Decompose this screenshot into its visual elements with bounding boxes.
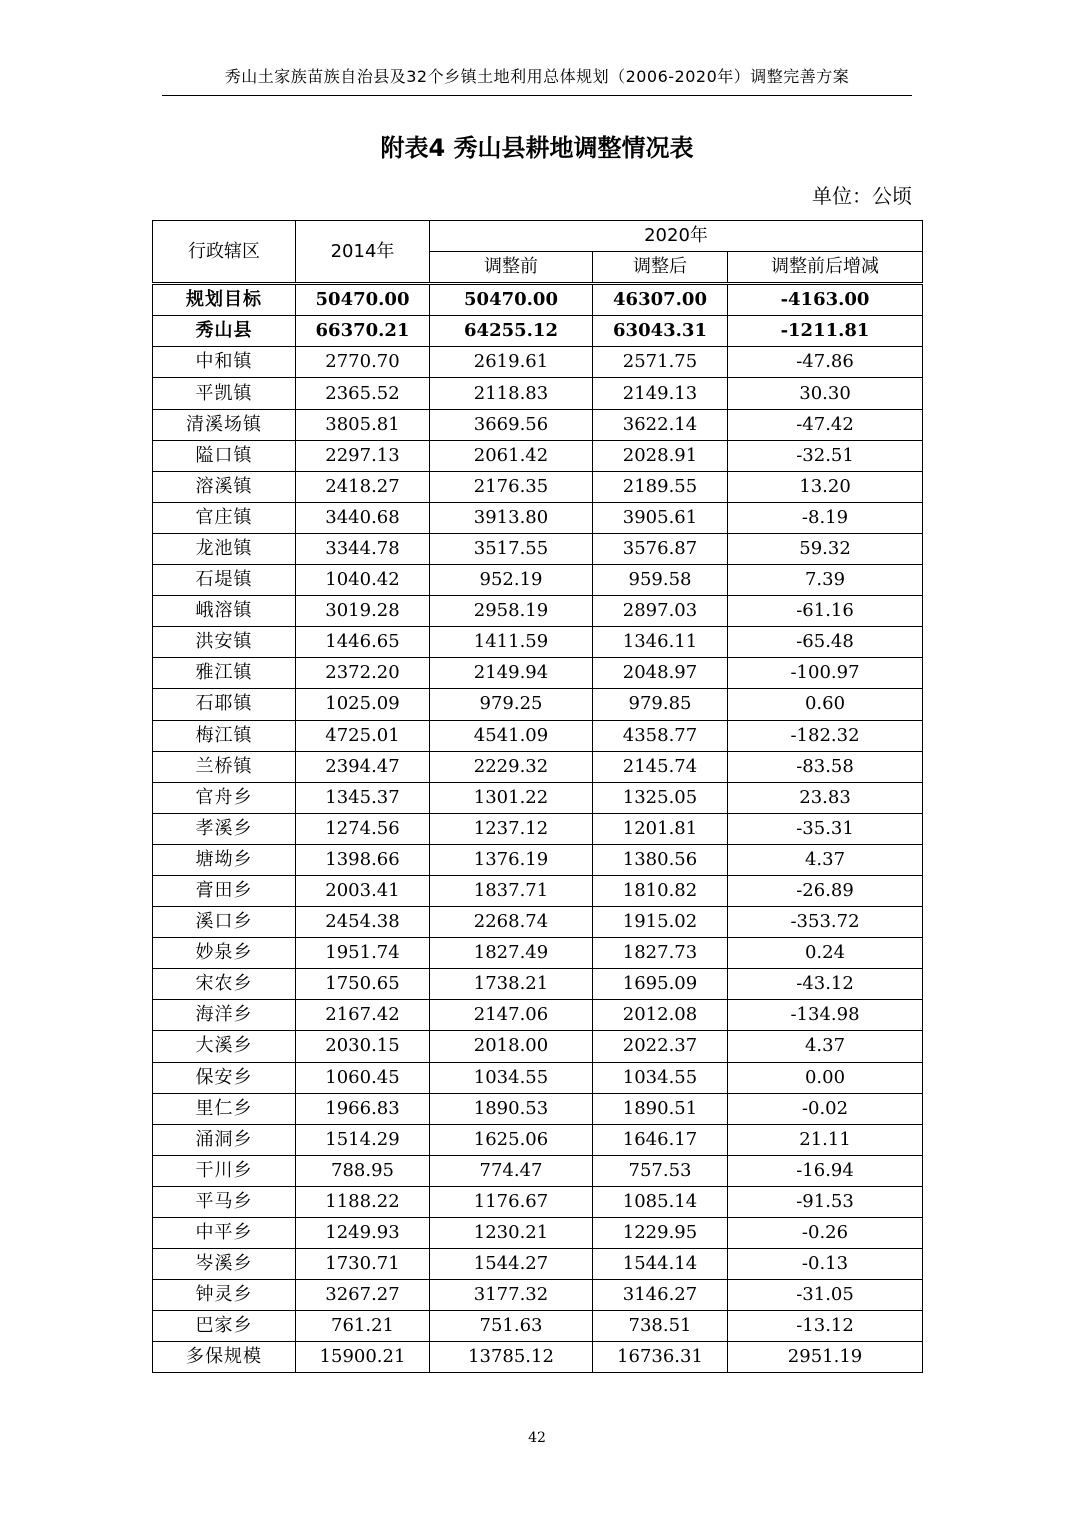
region-cell: 干川乡 bbox=[153, 1155, 296, 1186]
value-after-cell: 2897.03 bbox=[593, 596, 728, 627]
value-after-cell: 757.53 bbox=[593, 1155, 728, 1186]
value-diff-cell: 13.20 bbox=[728, 471, 923, 502]
value-diff-cell: 2951.19 bbox=[728, 1342, 923, 1373]
value-after-cell: 1915.02 bbox=[593, 907, 728, 938]
value-diff-cell: -13.12 bbox=[728, 1311, 923, 1342]
region-cell: 膏田乡 bbox=[153, 875, 296, 906]
region-cell: 妙泉乡 bbox=[153, 938, 296, 969]
value-before-cell: 2619.61 bbox=[430, 347, 593, 378]
value-diff-cell: 23.83 bbox=[728, 782, 923, 813]
table-row bbox=[153, 502, 923, 533]
value-2014-cell: 1274.56 bbox=[296, 813, 430, 844]
value-after-cell: 1890.51 bbox=[593, 1093, 728, 1124]
value-2014-cell: 1025.09 bbox=[296, 689, 430, 720]
value-before-cell: 774.47 bbox=[430, 1155, 593, 1186]
table-row bbox=[153, 1311, 923, 1342]
value-diff-cell: -353.72 bbox=[728, 907, 923, 938]
value-after-cell: 3146.27 bbox=[593, 1280, 728, 1311]
table-row bbox=[153, 875, 923, 906]
table-row bbox=[153, 533, 923, 564]
value-2014-cell: 3440.68 bbox=[296, 502, 430, 533]
region-cell: 溪口乡 bbox=[153, 907, 296, 938]
value-after-cell: 2149.13 bbox=[593, 378, 728, 409]
table-row bbox=[153, 1062, 923, 1093]
value-after-cell: 63043.31 bbox=[593, 316, 728, 347]
region-cell: 巴家乡 bbox=[153, 1311, 296, 1342]
table-row bbox=[153, 658, 923, 689]
region-cell: 中平乡 bbox=[153, 1218, 296, 1249]
value-diff-cell: -31.05 bbox=[728, 1280, 923, 1311]
region-cell: 塘坳乡 bbox=[153, 844, 296, 875]
value-diff-cell: 7.39 bbox=[728, 565, 923, 596]
value-after-cell: 2048.97 bbox=[593, 658, 728, 689]
table-row bbox=[153, 751, 923, 782]
value-2014-cell: 3267.27 bbox=[296, 1280, 430, 1311]
value-before-cell: 2229.32 bbox=[430, 751, 593, 782]
value-before-cell: 2018.00 bbox=[430, 1031, 593, 1062]
header-diff: 调整前后增减 bbox=[728, 252, 923, 284]
value-diff-cell: -1211.81 bbox=[728, 316, 923, 347]
value-2014-cell: 2770.70 bbox=[296, 347, 430, 378]
region-cell: 溶溪镇 bbox=[153, 471, 296, 502]
value-2014-cell: 1040.42 bbox=[296, 565, 430, 596]
table-body bbox=[153, 284, 923, 1373]
value-2014-cell: 1060.45 bbox=[296, 1062, 430, 1093]
unit-label: 单位：公顷 bbox=[812, 184, 912, 208]
value-2014-cell: 1730.71 bbox=[296, 1249, 430, 1280]
region-cell: 雅江镇 bbox=[153, 658, 296, 689]
value-diff-cell: -0.02 bbox=[728, 1093, 923, 1124]
value-diff-cell: -32.51 bbox=[728, 440, 923, 471]
table-row bbox=[153, 907, 923, 938]
value-before-cell: 2149.94 bbox=[430, 658, 593, 689]
farmland-adjustment-table bbox=[152, 220, 923, 1373]
running-header: 秀山土家族苗族自治县及32个乡镇土地利用总体规划（2006-2020年）调整完善方案 bbox=[224, 67, 850, 86]
value-before-cell: 952.19 bbox=[430, 565, 593, 596]
region-cell: 峨溶镇 bbox=[153, 596, 296, 627]
header-2014: 2014年 bbox=[296, 221, 430, 284]
table-row bbox=[153, 782, 923, 813]
region-cell: 兰桥镇 bbox=[153, 751, 296, 782]
region-cell: 平凯镇 bbox=[153, 378, 296, 409]
region-cell: 官舟乡 bbox=[153, 782, 296, 813]
table-row bbox=[153, 378, 923, 409]
region-cell: 石耶镇 bbox=[153, 689, 296, 720]
region-cell: 里仁乡 bbox=[153, 1093, 296, 1124]
region-cell: 洪安镇 bbox=[153, 627, 296, 658]
table-row bbox=[153, 1155, 923, 1186]
value-before-cell: 751.63 bbox=[430, 1311, 593, 1342]
value-before-cell: 3177.32 bbox=[430, 1280, 593, 1311]
value-diff-cell: -47.86 bbox=[728, 347, 923, 378]
header-region: 行政辖区 bbox=[153, 221, 296, 284]
value-after-cell: 2012.08 bbox=[593, 1000, 728, 1031]
value-diff-cell: -16.94 bbox=[728, 1155, 923, 1186]
region-cell: 孝溪乡 bbox=[153, 813, 296, 844]
table-row bbox=[153, 938, 923, 969]
value-2014-cell: 1398.66 bbox=[296, 844, 430, 875]
table-row bbox=[153, 1218, 923, 1249]
region-cell: 保安乡 bbox=[153, 1062, 296, 1093]
value-2014-cell: 761.21 bbox=[296, 1311, 430, 1342]
table-row bbox=[153, 813, 923, 844]
value-diff-cell: 4.37 bbox=[728, 844, 923, 875]
value-2014-cell: 1249.93 bbox=[296, 1218, 430, 1249]
value-diff-cell: 21.11 bbox=[728, 1124, 923, 1155]
header-2020: 2020年 bbox=[430, 221, 923, 252]
value-after-cell: 46307.00 bbox=[593, 284, 728, 316]
region-cell: 秀山县 bbox=[153, 316, 296, 347]
table-row bbox=[153, 471, 923, 502]
value-before-cell: 2118.83 bbox=[430, 378, 593, 409]
value-before-cell: 2176.35 bbox=[430, 471, 593, 502]
value-after-cell: 1827.73 bbox=[593, 938, 728, 969]
value-after-cell: 1646.17 bbox=[593, 1124, 728, 1155]
region-cell: 海洋乡 bbox=[153, 1000, 296, 1031]
value-diff-cell: 59.32 bbox=[728, 533, 923, 564]
value-before-cell: 3913.80 bbox=[430, 502, 593, 533]
value-before-cell: 13785.12 bbox=[430, 1342, 593, 1373]
value-2014-cell: 1750.65 bbox=[296, 969, 430, 1000]
region-cell: 岑溪乡 bbox=[153, 1249, 296, 1280]
value-diff-cell: -4163.00 bbox=[728, 284, 923, 316]
region-cell: 隘口镇 bbox=[153, 440, 296, 471]
table-row bbox=[153, 596, 923, 627]
value-2014-cell: 66370.21 bbox=[296, 316, 430, 347]
value-before-cell: 2268.74 bbox=[430, 907, 593, 938]
value-before-cell: 1237.12 bbox=[430, 813, 593, 844]
header-after: 调整后 bbox=[593, 252, 728, 284]
value-before-cell: 50470.00 bbox=[430, 284, 593, 316]
value-diff-cell: -43.12 bbox=[728, 969, 923, 1000]
value-2014-cell: 3344.78 bbox=[296, 533, 430, 564]
value-2014-cell: 4725.01 bbox=[296, 720, 430, 751]
value-after-cell: 1229.95 bbox=[593, 1218, 728, 1249]
table-row bbox=[153, 1093, 923, 1124]
table-row bbox=[153, 1124, 923, 1155]
value-diff-cell: -61.16 bbox=[728, 596, 923, 627]
table-row bbox=[153, 1280, 923, 1311]
table-row bbox=[153, 440, 923, 471]
value-before-cell: 1411.59 bbox=[430, 627, 593, 658]
value-after-cell: 2189.55 bbox=[593, 471, 728, 502]
value-before-cell: 2958.19 bbox=[430, 596, 593, 627]
value-before-cell: 64255.12 bbox=[430, 316, 593, 347]
value-after-cell: 3576.87 bbox=[593, 533, 728, 564]
value-after-cell: 959.58 bbox=[593, 565, 728, 596]
value-diff-cell: -65.48 bbox=[728, 627, 923, 658]
value-diff-cell: 30.30 bbox=[728, 378, 923, 409]
header-before: 调整前 bbox=[430, 252, 593, 284]
value-diff-cell: -47.42 bbox=[728, 409, 923, 440]
value-after-cell: 1346.11 bbox=[593, 627, 728, 658]
table-row bbox=[153, 347, 923, 378]
value-after-cell: 1085.14 bbox=[593, 1186, 728, 1217]
region-cell: 规划目标 bbox=[153, 284, 296, 316]
value-diff-cell: -0.26 bbox=[728, 1218, 923, 1249]
document-title: 附表4 秀山县耕地调整情况表 bbox=[380, 134, 694, 162]
value-before-cell: 3669.56 bbox=[430, 409, 593, 440]
region-cell: 清溪场镇 bbox=[153, 409, 296, 440]
value-2014-cell: 1514.29 bbox=[296, 1124, 430, 1155]
region-cell: 中和镇 bbox=[153, 347, 296, 378]
value-after-cell: 738.51 bbox=[593, 1311, 728, 1342]
region-cell: 梅江镇 bbox=[153, 720, 296, 751]
value-diff-cell: 0.60 bbox=[728, 689, 923, 720]
value-before-cell: 1230.21 bbox=[430, 1218, 593, 1249]
value-2014-cell: 2003.41 bbox=[296, 875, 430, 906]
value-diff-cell: 4.37 bbox=[728, 1031, 923, 1062]
region-cell: 大溪乡 bbox=[153, 1031, 296, 1062]
value-before-cell: 4541.09 bbox=[430, 720, 593, 751]
value-after-cell: 3905.61 bbox=[593, 502, 728, 533]
region-cell: 官庄镇 bbox=[153, 502, 296, 533]
region-cell: 涌洞乡 bbox=[153, 1124, 296, 1155]
value-after-cell: 979.85 bbox=[593, 689, 728, 720]
table-row bbox=[153, 969, 923, 1000]
region-cell: 钟灵乡 bbox=[153, 1280, 296, 1311]
region-cell: 平马乡 bbox=[153, 1186, 296, 1217]
value-before-cell: 1625.06 bbox=[430, 1124, 593, 1155]
value-after-cell: 2571.75 bbox=[593, 347, 728, 378]
value-after-cell: 1034.55 bbox=[593, 1062, 728, 1093]
value-diff-cell: -8.19 bbox=[728, 502, 923, 533]
value-before-cell: 1544.27 bbox=[430, 1249, 593, 1280]
value-2014-cell: 1446.65 bbox=[296, 627, 430, 658]
table-row bbox=[153, 1031, 923, 1062]
value-2014-cell: 2297.13 bbox=[296, 440, 430, 471]
value-before-cell: 1301.22 bbox=[430, 782, 593, 813]
region-cell: 宋农乡 bbox=[153, 969, 296, 1000]
header-rule bbox=[162, 95, 912, 96]
value-after-cell: 1544.14 bbox=[593, 1249, 728, 1280]
value-diff-cell: -134.98 bbox=[728, 1000, 923, 1031]
table-row bbox=[153, 565, 923, 596]
value-after-cell: 1380.56 bbox=[593, 844, 728, 875]
region-cell: 石堤镇 bbox=[153, 565, 296, 596]
value-after-cell: 1810.82 bbox=[593, 875, 728, 906]
table-row bbox=[153, 1186, 923, 1217]
region-cell: 多保规模 bbox=[153, 1342, 296, 1373]
value-diff-cell: 0.24 bbox=[728, 938, 923, 969]
value-2014-cell: 2418.27 bbox=[296, 471, 430, 502]
value-diff-cell: -0.13 bbox=[728, 1249, 923, 1280]
value-before-cell: 1837.71 bbox=[430, 875, 593, 906]
value-diff-cell: 0.00 bbox=[728, 1062, 923, 1093]
value-2014-cell: 2372.20 bbox=[296, 658, 430, 689]
table-row bbox=[153, 284, 923, 316]
table-row bbox=[153, 1342, 923, 1373]
value-2014-cell: 2454.38 bbox=[296, 907, 430, 938]
value-before-cell: 1376.19 bbox=[430, 844, 593, 875]
value-after-cell: 1695.09 bbox=[593, 969, 728, 1000]
table-row bbox=[153, 689, 923, 720]
value-diff-cell: -26.89 bbox=[728, 875, 923, 906]
value-2014-cell: 50470.00 bbox=[296, 284, 430, 316]
value-after-cell: 16736.31 bbox=[593, 1342, 728, 1373]
table-row bbox=[153, 627, 923, 658]
value-2014-cell: 1966.83 bbox=[296, 1093, 430, 1124]
table-row bbox=[153, 844, 923, 875]
value-diff-cell: -182.32 bbox=[728, 720, 923, 751]
value-after-cell: 1201.81 bbox=[593, 813, 728, 844]
value-diff-cell: -83.58 bbox=[728, 751, 923, 782]
table-row bbox=[153, 1249, 923, 1280]
value-before-cell: 3517.55 bbox=[430, 533, 593, 564]
value-2014-cell: 2394.47 bbox=[296, 751, 430, 782]
value-after-cell: 3622.14 bbox=[593, 409, 728, 440]
value-before-cell: 1176.67 bbox=[430, 1186, 593, 1217]
value-before-cell: 1034.55 bbox=[430, 1062, 593, 1093]
table-row bbox=[153, 1000, 923, 1031]
value-2014-cell: 2030.15 bbox=[296, 1031, 430, 1062]
value-before-cell: 979.25 bbox=[430, 689, 593, 720]
table-row bbox=[153, 409, 923, 440]
table-row bbox=[153, 316, 923, 347]
value-after-cell: 2145.74 bbox=[593, 751, 728, 782]
value-after-cell: 4358.77 bbox=[593, 720, 728, 751]
value-before-cell: 1738.21 bbox=[430, 969, 593, 1000]
value-2014-cell: 2365.52 bbox=[296, 378, 430, 409]
value-2014-cell: 1188.22 bbox=[296, 1186, 430, 1217]
value-2014-cell: 3805.81 bbox=[296, 409, 430, 440]
value-diff-cell: -100.97 bbox=[728, 658, 923, 689]
value-after-cell: 1325.05 bbox=[593, 782, 728, 813]
region-cell: 龙池镇 bbox=[153, 533, 296, 564]
value-2014-cell: 788.95 bbox=[296, 1155, 430, 1186]
value-after-cell: 2022.37 bbox=[593, 1031, 728, 1062]
value-before-cell: 1890.53 bbox=[430, 1093, 593, 1124]
value-2014-cell: 2167.42 bbox=[296, 1000, 430, 1031]
value-diff-cell: -35.31 bbox=[728, 813, 923, 844]
value-before-cell: 1827.49 bbox=[430, 938, 593, 969]
value-2014-cell: 3019.28 bbox=[296, 596, 430, 627]
value-2014-cell: 1345.37 bbox=[296, 782, 430, 813]
value-before-cell: 2061.42 bbox=[430, 440, 593, 471]
value-before-cell: 2147.06 bbox=[430, 1000, 593, 1031]
value-2014-cell: 1951.74 bbox=[296, 938, 430, 969]
page-number: 42 bbox=[528, 1430, 546, 1446]
value-diff-cell: -91.53 bbox=[728, 1186, 923, 1217]
value-after-cell: 2028.91 bbox=[593, 440, 728, 471]
table-row bbox=[153, 720, 923, 751]
value-2014-cell: 15900.21 bbox=[296, 1342, 430, 1373]
